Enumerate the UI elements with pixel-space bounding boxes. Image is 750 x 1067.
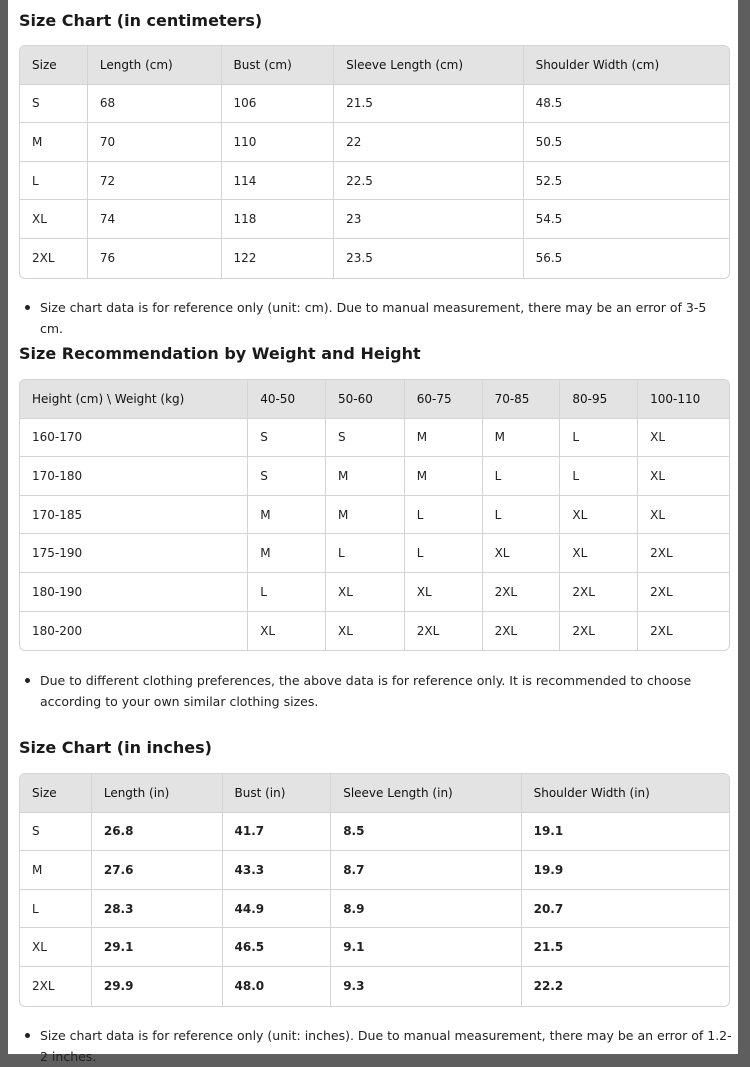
size-guide-sheet bbox=[8, 0, 738, 1064]
table-row bbox=[20, 85, 729, 124]
table-cell: L bbox=[560, 419, 638, 458]
table-cell: L bbox=[326, 534, 405, 573]
cm-size-chart-note: Size chart data is for reference only (unit: cm). Due to manual measurement, there may be an error of 3-5 cm. bbox=[40, 297, 732, 339]
column-header: 100-110 bbox=[638, 380, 729, 419]
column-header: Height (cm) \ Weight (kg) bbox=[20, 380, 248, 419]
table-cell: 114 bbox=[222, 162, 335, 201]
column-header: Sleeve Length (cm) bbox=[334, 46, 523, 85]
table-cell: M bbox=[326, 496, 405, 535]
column-header: 40-50 bbox=[248, 380, 326, 419]
table-cell: S bbox=[326, 419, 405, 458]
table-cell: 20.7 bbox=[522, 890, 729, 929]
size-recommendation-table bbox=[19, 379, 730, 651]
table-cell: 2XL bbox=[483, 612, 561, 651]
table-row bbox=[20, 573, 729, 612]
cm-size-chart-title: Size Chart (in centimeters) bbox=[19, 11, 263, 30]
table-cell: XL bbox=[248, 612, 326, 651]
table-cell: 44.9 bbox=[223, 890, 332, 929]
table-cell: XL bbox=[638, 457, 729, 496]
table-cell: 160-170 bbox=[20, 419, 248, 458]
table-cell: 46.5 bbox=[223, 928, 332, 967]
table-cell: 2XL bbox=[405, 612, 483, 651]
table-cell: XL bbox=[560, 534, 638, 573]
column-header: 50-60 bbox=[326, 380, 405, 419]
table-cell: 41.7 bbox=[223, 813, 332, 852]
table-cell: 29.9 bbox=[92, 967, 223, 1006]
column-header: Size bbox=[20, 46, 88, 85]
table-cell: 2XL bbox=[560, 612, 638, 651]
table-cell: 180-200 bbox=[20, 612, 248, 651]
table-cell: 76 bbox=[88, 239, 222, 278]
table-cell: S bbox=[248, 419, 326, 458]
table-cell: S bbox=[20, 813, 92, 852]
table-cell: L bbox=[20, 890, 92, 929]
table-cell: 28.3 bbox=[92, 890, 223, 929]
table-cell: M bbox=[248, 534, 326, 573]
table-cell: L bbox=[483, 457, 561, 496]
table-cell: 122 bbox=[222, 239, 335, 278]
table-row bbox=[20, 928, 729, 967]
column-header: Length (cm) bbox=[88, 46, 222, 85]
table-row bbox=[20, 813, 729, 852]
table-row bbox=[20, 123, 729, 162]
table-cell: 2XL bbox=[638, 534, 729, 573]
column-header: 70-85 bbox=[483, 380, 561, 419]
column-header: Size bbox=[20, 774, 92, 813]
recommendation-note: Due to different clothing preferences, the above data is for reference only. It is recommended to choose according to your own similar clothing sizes. bbox=[40, 670, 732, 712]
table-cell: XL bbox=[483, 534, 561, 573]
table-cell: 19.9 bbox=[522, 851, 729, 890]
table-cell: 48.0 bbox=[223, 967, 332, 1006]
column-header: Bust (cm) bbox=[222, 46, 335, 85]
cm-size-chart-table bbox=[19, 45, 730, 279]
inch-size-chart-title: Size Chart (in inches) bbox=[19, 738, 212, 757]
table-cell: M bbox=[20, 123, 88, 162]
table-cell: XL bbox=[560, 496, 638, 535]
table-cell: 74 bbox=[88, 200, 222, 239]
table-row bbox=[20, 200, 729, 239]
table-cell: 19.1 bbox=[522, 813, 729, 852]
table-cell: M bbox=[20, 851, 92, 890]
table-cell: 27.6 bbox=[92, 851, 223, 890]
table-cell: 29.1 bbox=[92, 928, 223, 967]
table-cell: 110 bbox=[222, 123, 335, 162]
table-row bbox=[20, 851, 729, 890]
table-cell: 106 bbox=[222, 85, 335, 124]
table-cell: L bbox=[560, 457, 638, 496]
table-cell: M bbox=[248, 496, 326, 535]
table-row bbox=[20, 967, 729, 1006]
table-cell: 2XL bbox=[650, 623, 673, 638]
table-cell: 23.5 bbox=[334, 239, 523, 278]
table-cell: 2XL bbox=[20, 967, 92, 1006]
table-cell: 8.5 bbox=[331, 813, 521, 852]
table-cell: 54.5 bbox=[524, 200, 729, 239]
table-row bbox=[20, 612, 729, 651]
table-cell: 23 bbox=[334, 200, 523, 239]
table-cell: XL bbox=[326, 573, 405, 612]
table-row bbox=[20, 534, 729, 573]
table-cell: 21.5 bbox=[334, 85, 523, 124]
table-header-row bbox=[20, 46, 729, 85]
table-cell: S bbox=[20, 85, 88, 124]
table-cell: L bbox=[20, 162, 88, 201]
table-cell: 180-190 bbox=[20, 573, 248, 612]
table-cell: 2XL bbox=[20, 239, 88, 278]
table-cell: 2XL bbox=[560, 573, 638, 612]
column-header: Bust (in) bbox=[223, 774, 332, 813]
table-cell: 26.8 bbox=[92, 813, 223, 852]
table-cell: 22.2 bbox=[533, 979, 564, 994]
table-cell: 9.1 bbox=[331, 928, 521, 967]
table-cell: XL bbox=[405, 573, 483, 612]
table-cell: M bbox=[405, 419, 483, 458]
table-row bbox=[20, 457, 729, 496]
table-cell: 52.5 bbox=[524, 162, 729, 201]
table-row bbox=[20, 239, 729, 278]
table-cell: M bbox=[483, 419, 561, 458]
table-cell: XL bbox=[20, 200, 88, 239]
table-row bbox=[20, 419, 729, 458]
column-header: 80-95 bbox=[560, 380, 638, 419]
column-header: Shoulder Width (in) bbox=[522, 774, 729, 813]
table-row bbox=[20, 890, 729, 929]
table-cell: L bbox=[405, 534, 483, 573]
column-header: Length (in) bbox=[92, 774, 223, 813]
table-cell: 175-190 bbox=[20, 534, 248, 573]
table-cell: 9.3 bbox=[331, 967, 521, 1006]
table-cell: 170-180 bbox=[20, 457, 248, 496]
table-cell: 72 bbox=[88, 162, 222, 201]
table-cell: 70 bbox=[88, 123, 222, 162]
table-cell: XL bbox=[326, 612, 405, 651]
table-cell: 50.5 bbox=[524, 123, 729, 162]
table-cell: 48.5 bbox=[524, 85, 729, 124]
table-header-row bbox=[20, 380, 729, 419]
column-header: Sleeve Length (in) bbox=[331, 774, 521, 813]
table-cell: 8.7 bbox=[331, 851, 521, 890]
table-cell: S bbox=[248, 457, 326, 496]
table-cell: 118 bbox=[222, 200, 335, 239]
table-cell: 56.5 bbox=[535, 251, 563, 266]
table-cell: 22.5 bbox=[334, 162, 523, 201]
inch-size-chart-table bbox=[19, 773, 730, 1007]
table-row bbox=[20, 496, 729, 535]
table-cell: 43.3 bbox=[223, 851, 332, 890]
table-cell: XL bbox=[638, 496, 729, 535]
table-cell: M bbox=[405, 457, 483, 496]
table-cell: 2XL bbox=[483, 573, 561, 612]
table-cell: 8.9 bbox=[331, 890, 521, 929]
inch-size-chart-note: Size chart data is for reference only (unit: inches). Due to manual measurement, there may be an error of 1.2-2 inches. bbox=[40, 1025, 732, 1067]
table-row bbox=[20, 162, 729, 201]
recommendation-title: Size Recommendation by Weight and Height bbox=[19, 344, 421, 363]
table-cell: L bbox=[483, 496, 561, 535]
table-cell: XL bbox=[20, 928, 92, 967]
table-cell: 21.5 bbox=[522, 928, 729, 967]
table-cell: 22 bbox=[334, 123, 523, 162]
table-cell: XL bbox=[638, 419, 729, 458]
table-cell: 2XL bbox=[638, 573, 729, 612]
table-cell: L bbox=[248, 573, 326, 612]
table-cell: 170-185 bbox=[20, 496, 248, 535]
column-header: Shoulder Width (cm) bbox=[524, 46, 729, 85]
table-cell: 68 bbox=[88, 85, 222, 124]
table-cell: M bbox=[326, 457, 405, 496]
table-header-row bbox=[20, 774, 729, 813]
column-header: 60-75 bbox=[405, 380, 483, 419]
table-cell: L bbox=[405, 496, 483, 535]
